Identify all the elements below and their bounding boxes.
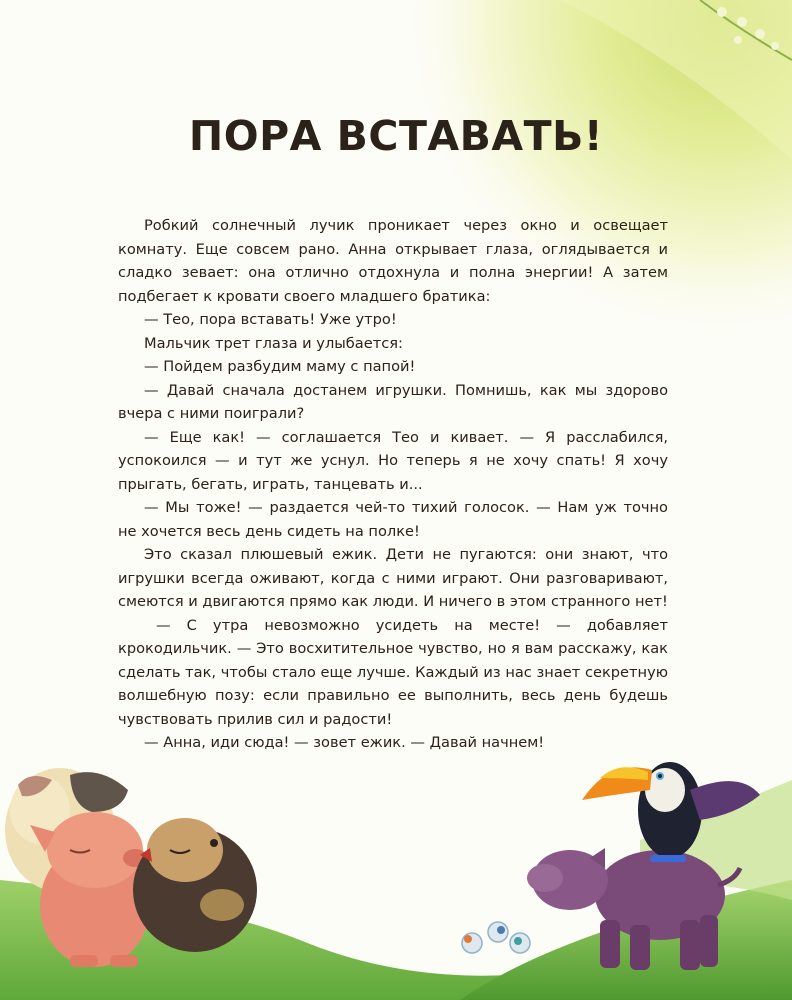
- marbles-icon: [462, 922, 530, 953]
- story-paragraph: — Мы тоже! — раздается чей-то тихий голосок. — Нам уж точно не хочется весь день сидеть на полке!: [118, 499, 668, 540]
- story-paragraph: Это сказал плюшевый ежик. Дети не пугаются: они знают, что игрушки всегда оживают, когда с ними играют. Они разговаривают, смеются и двигаются прямо как люди. И ничего в этом странного нет!: [118, 546, 668, 610]
- story-paragraph: — С утра невозможно усидеть на месте! — добавляет крокодильчик. — Это восхитительное чувство, но я вам расскажу, как сделать так, чтобы стало еще лучше. Каждый из нас знает секретную волшебную позу: если правильно ее выполнить, весь день будешь чувствовать прилив сил и радости!: [118, 616, 668, 728]
- story-paragraph: — Пойдем разбудим маму с папой!: [144, 358, 416, 375]
- story-paragraph: — Еще как! — соглашается Тео и кивает. — Я расслабился, успокоился — и тут же уснул. Но теперь я не хочу спать! Я хочу прыгать, бегать, играть, танцевать и...: [118, 428, 668, 493]
- story-paragraph: — Анна, иди сюда! — зовет ежик. — Давай начнем!: [144, 734, 545, 751]
- story-paragraph: — Тео, пора вставать! Уже утро!: [144, 311, 397, 328]
- story-paragraph: Робкий солнечный лучик проникает через окно и освещает комнату. Еще совсем рано. Анна открывает глаза, оглядывается и сладко зевает: она отлично отдохнула и полна энергии! А затем подбегает к кровати своего младшего братика:: [118, 217, 668, 305]
- story-text: [118, 214, 668, 755]
- story-paragraph: Мальчик трет глаза и улыбается:: [144, 334, 403, 352]
- page-title: ПОРА ВСТАВАТЬ!: [188, 112, 604, 160]
- hedgehog-icon: [133, 818, 257, 952]
- story-paragraph: — Давай сначала достанем игрушки. Помнишь, как мы здорово вчера с ними поиграли?: [118, 381, 668, 422]
